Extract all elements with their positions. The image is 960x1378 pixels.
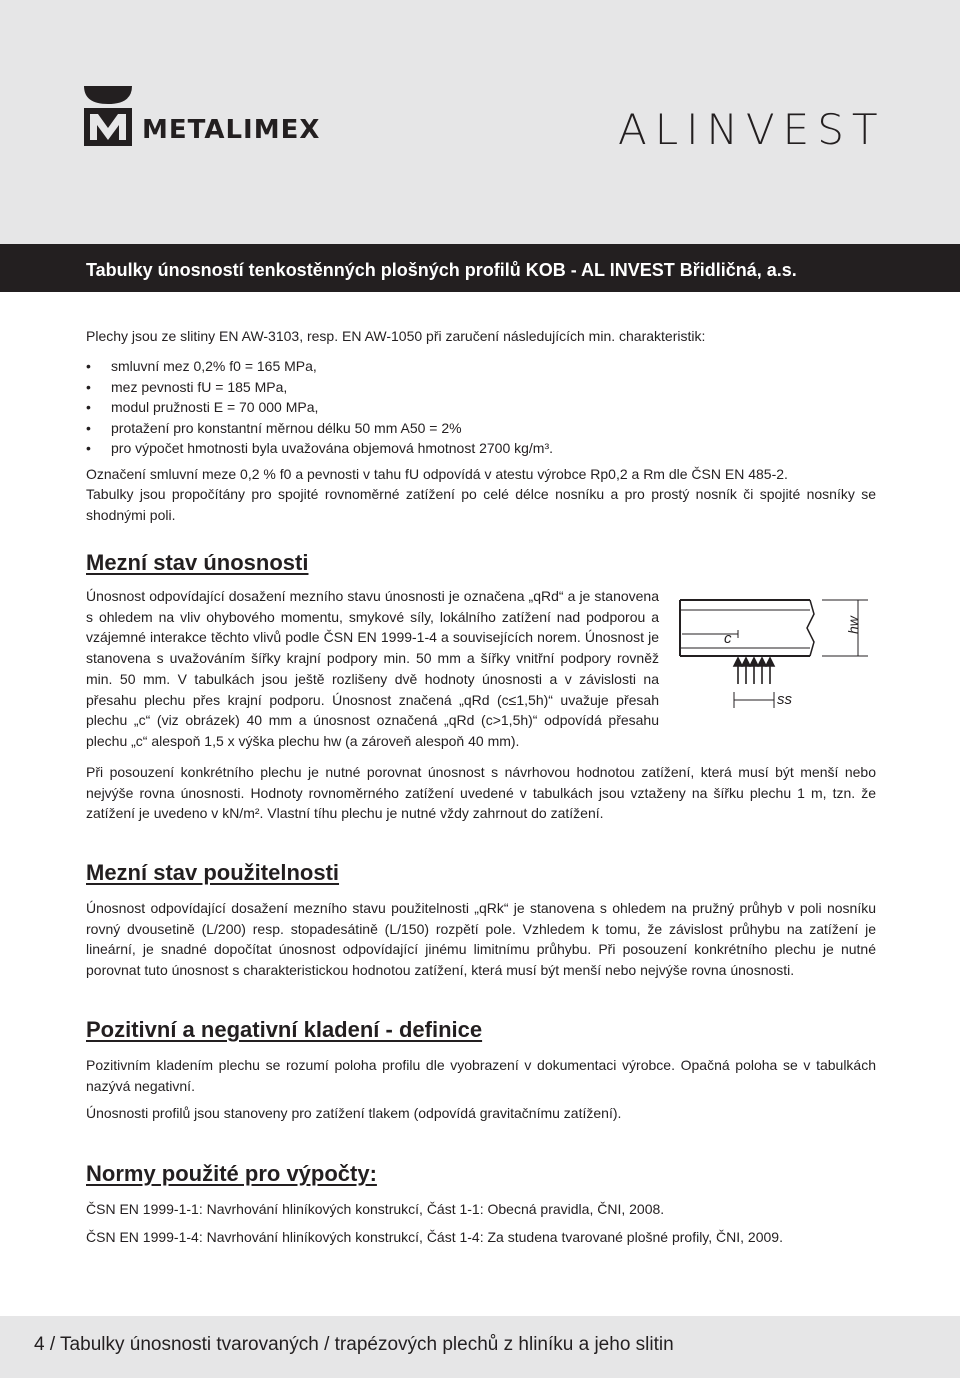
page-header — [0, 0, 960, 244]
spec-list — [86, 356, 553, 459]
page-footer — [0, 1316, 960, 1378]
spec-item: • smluvní mez 0,2% f0 = 165 MPa, — [86, 356, 553, 377]
heading-ultimate-limit-state: Mezní stav únosnosti — [86, 550, 309, 575]
metalimex-logo — [84, 86, 354, 148]
standard-item: ČSN EN 1999-1-4: Navrhování hliníkových konstrukcí, Část 1-4: Za studena tvarované plošné profily, ČNI, 2009. — [86, 1229, 783, 1245]
heading-serviceability-limit-state: Mezní stav použitelnosti — [86, 860, 340, 885]
spec-item: • mez pevnosti fU = 185 MPa, — [86, 377, 553, 398]
label-c: c — [724, 630, 732, 647]
alinvest-logo: ALINVEST — [618, 105, 886, 154]
load-direction-text: Únosnosti profilů jsou stanoveny pro zatížení tlakem (odpovídá gravitačnímu zatížení). — [86, 1105, 622, 1121]
serviceability-text: Únosnost odpovídající dosažení mezního stavu použitelnosti „qRk“ je stanovena s ohledem na pružný průhyb v poli nosníku rovný dvousetině (L/200) resp. stopadesátině (L/150) rozpětí pole. Vzhledem k tomu, že závislost průhybu na zatížení je lineární, je snadné dopočítat únosnost odpovídající jinému limitnímu průhybu. Při posouzení konkrétního plechu je nutné porovnat tuto únosnost s charakteristickou hodnotou zatížení, která musí být menší nebo nejvýše rovna únosnosti. — [86, 900, 876, 979]
spec-item: • protažení pro konstantní měrnou délku 50 mm A50 = 2% — [86, 418, 553, 439]
metalimex-wordmark: METALIMEX — [142, 115, 321, 145]
standard-item: ČSN EN 1999-1-1: Navrhování hliníkových konstrukcí, Část 1-1: Obecná pravidla, ČNI, 2008. — [86, 1201, 665, 1217]
positive-negative-text: Pozitivním kladením plechu se rozumí poloha profilu dle vyobrazení v dokumentaci výrobce. Opačná poloha se v tabulkách nazývá negativní. — [86, 1057, 876, 1094]
marking-paragraph: Označení smluvní meze 0,2 % f0 a pevnosti v tahu fU odpovídá v atestu výrobce Rp0,2 a Rm dle ČSN EN 485-2. — [86, 466, 788, 482]
support-overhang-diagram — [676, 584, 876, 724]
intro-text: Plechy jsou ze slitiny EN AW-3103, resp. EN AW-1050 při zaručení následujících min. charakteristik: — [86, 328, 706, 344]
heading-standards: Normy použité pro výpočty: — [86, 1161, 377, 1186]
document-title: Tabulky únosností tenkostěnných plošných profilů KOB - AL INVEST Břidličná, a.s. — [86, 260, 797, 280]
metalimex-logo-mark — [84, 86, 354, 148]
spec-item: • modul pružnosti E = 70 000 MPa, — [86, 397, 553, 418]
title-bar — [0, 244, 960, 292]
ultimate-limit-state-text: Únosnost odpovídající dosažení mezního stavu únosnosti je označena „qRd“ a je stanovena s ohledem na vliv ohybového momentu, smykové síly, lokálního zatížení nad podporou a vzájemné interakce těchto vlivů podle ČSN EN 1999-1-4 a souvisejících norem. Únosnost je stanovena s uvažováním šířky krajní podpory min. 50 mm a šířky vnitřní podpory rovněž min. 50 mm. V tabulkách jsou ještě rozlišeny dvě hodnoty únosnosti a v závislosti na přesahu plechu přes krajní podporu. Únosnost značená „qRd (c≤1,5h)“ uvažuje přesah plechu „c“ (viz obrázek) 40 mm a únosnost označená „qRd (c>1,5h)“ odpovídá přesahu plechu „c“ alespoň 1,5 x výška plechu hw (a zároveň alespoň 40 mm). — [86, 588, 659, 749]
spec-item: • pro výpočet hmotnosti byla uvažována objemová hmotnost 2700 kg/m³. — [86, 438, 553, 459]
tables-paragraph: Tabulky jsou propočítány pro spojité rovnoměrné zatížení po celé délce nosníku a pro prostý nosník či spojité nosníky se shodnými poli. — [86, 486, 876, 523]
ultimate-limit-state-note: Při posouzení konkrétního plechu je nutné porovnat únosnost s návrhovou hodnotou zatížení, která musí být menší nebo nejvýše rovna únosnosti. Hodnoty rovnoměrného zatížení uvedené v tabulkách jsou vztaženy na šířku plechu 1 m, tzn. že zatížení je uvedeno v kN/m². Vlastní tíhu plechu je nutné vždy zahrnout do zatížení. — [86, 764, 876, 822]
label-ss: ss — [777, 691, 792, 708]
label-hw: hw — [845, 616, 861, 634]
heading-positive-negative: Pozitivní a negativní kladení - definice — [86, 1017, 483, 1042]
footer-text: 4 / Tabulky únosnosti tvarovaných / trapézových plechů z hliníku a jeho slitin — [34, 1334, 674, 1355]
